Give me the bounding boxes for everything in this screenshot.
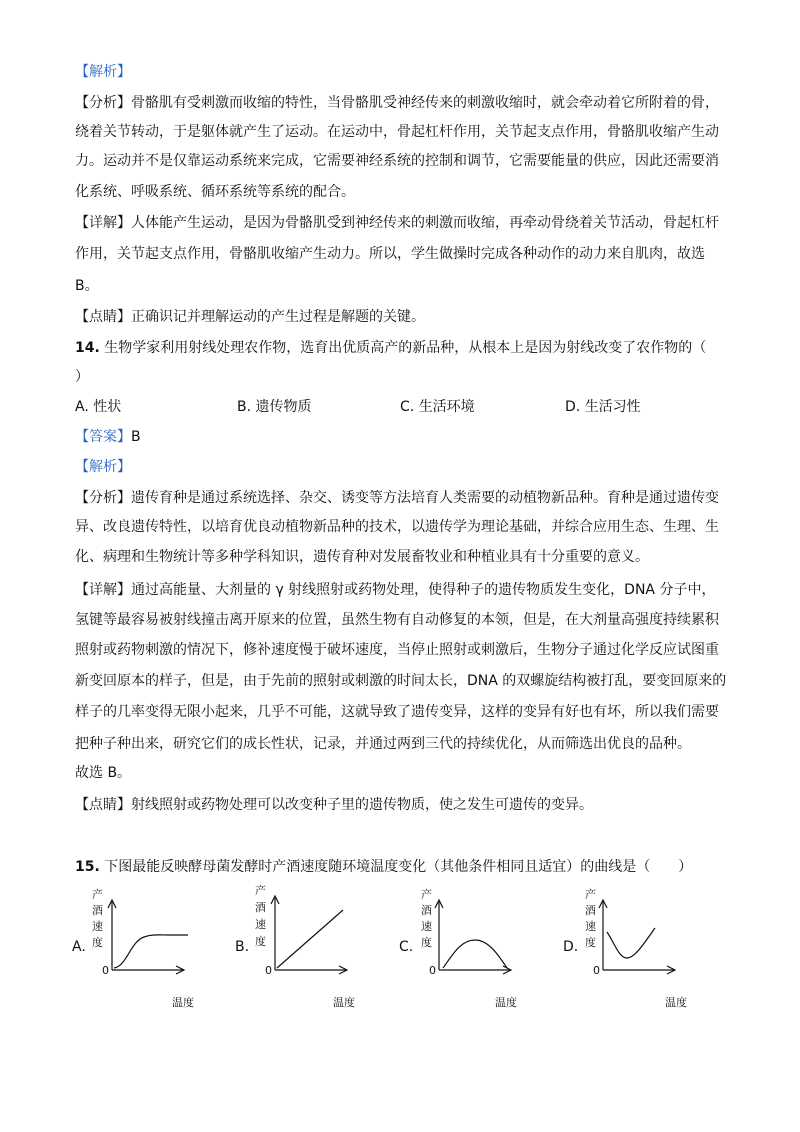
ylabel-char: 度 [255,935,266,948]
q13-xiangjie-line: 作用，关节起支点作用，骨骼肌收缩产生动力。所以，学生做操时完成各种动作的动力来自肌肉，故选 [75,246,705,262]
ylabel-char: 产 [92,888,103,901]
answer-tag: 【答案】 [75,429,131,445]
q13-analysis-heading [75,62,735,82]
graph-b-svg [235,884,365,1024]
option-a-graph[interactable] [72,884,202,1024]
q14-fenxi-line: 化、病理和生物统计等多种学科知识，遗传育种对发展畜牧业和种植业具有十分重要的意义。 [75,549,649,565]
graph-d-svg [563,884,693,1024]
q13-fenxi-line: 化系统、呼吸系统、循环系统等系统的配合。 [75,184,355,200]
origin-label: 0 [265,964,272,977]
xlabel: 温度 [172,996,194,1009]
origin-label: 0 [593,964,600,977]
option-b-graph[interactable] [235,884,365,1024]
ylabel-char: 酒 [255,901,266,914]
option-b-letter: B. [235,939,250,955]
curve-linear [277,910,343,968]
q13-fenxi-line: 绕着关节转动，于是躯体就产生了运动。在运动中，骨起杠杆作用，关节起支点作用，骨骼肌收缩产生动 [75,124,719,140]
q14-stem-close: ） [75,369,89,385]
xlabel: 温度 [495,996,517,1009]
option-d-graph[interactable] [563,884,693,1024]
option-d[interactable]: D. 生活习性 [565,399,641,415]
q14-xiangjie-line: 把种子种出来，研究它们的成长性状，记录，并通过两到三代的持续优化，从而筛选出优良的品种。 [75,736,691,752]
origin-label: 0 [429,964,436,977]
q14-xiangjie-line: 样子的几率变得无限小起来，几乎不可能，这就导致了遗传变异，这样的变异有好也有坏，所以我们需要 [75,704,719,720]
q14-answer-line [75,427,735,447]
q14-fenxi-line: 【分析】遗传育种是通过系统选择、杂交、诱变等方法培育人类需要的动植物新品种。育种是通过遗传变 [75,490,719,506]
curve-sigmoid [114,935,188,968]
ylabel-char: 速 [421,920,432,933]
question-number: 14. [75,340,100,356]
q13-fenxi-line: 力。运动并不是仅靠运动系统来完成，它需要神经系统的控制和调节，它需要能量的供应，因此还需要消 [75,153,719,169]
q13-dianjing-line: 【点睛】正确识记并理解运动的产生过程是解题的关键。 [75,309,425,325]
curve-valley [607,928,655,958]
xlabel: 温度 [333,996,355,1009]
fenxi-tag: 【分析】 [75,95,131,111]
ylabel-char: 酒 [585,904,596,917]
q14-xiangjie-line: 【详解】通过高能量、大剂量的 γ 射线照射或药物处理，使得种子的遗传物质发生变化，DNA 分子中， [75,582,716,598]
ylabel-char: 产 [255,884,266,897]
question-number: 15. [75,859,100,875]
ylabel-char: 酒 [421,904,432,917]
ylabel-char: 度 [92,936,103,949]
q13-xiangjie-line: 【详解】人体能产生运动，是因为骨骼肌受到神经传来的刺激而收缩，再牵动骨绕着关节活动，骨起杠杆 [75,215,719,231]
fenxi-tag: 【分析】 [75,490,131,506]
ylabel-char: 产 [421,888,432,901]
q13-fenxi-line: 【分析】骨骼肌有受刺激而收缩的特性，当骨骼肌受神经传来的刺激收缩时，就会牵动着它所附着的骨， [75,95,719,111]
xiangjie-tag: 【详解】 [75,215,131,231]
ylabel-char: 速 [585,920,596,933]
q14-analysis-heading [75,457,735,477]
ylabel-char: 酒 [92,904,103,917]
option-c[interactable]: C. 生活环境 [400,399,475,415]
q14-xiangjie-line: 氢键等最容易被射线撞击离开原来的位置，虽然生物有自动修复的本领，但是，在大剂量高强度持续累积 [75,612,719,628]
xiangjie-tag: 【详解】 [75,582,131,598]
graph-c-svg [399,884,529,1024]
q15-stem: 15. 下图最能反映酵母菌发酵时产酒速度随环境温度变化（其他条件相同且适宜）的曲线是（ ） [75,859,693,875]
answer-value: B [131,429,141,445]
option-d-letter: D. [563,939,579,955]
jiexi-tag: 【解析】 [75,64,131,80]
jiexi-tag: 【解析】 [75,459,131,475]
xlabel: 温度 [665,996,687,1009]
q14-xiangjie-line: 照射或药物刺激的情况下，修补速度慢于破坏速度，当停止照射或刺激后，生物分子通过化学反应试图重 [75,642,719,658]
dianjing-tag: 【点睛】 [75,309,131,325]
ylabel-char: 速 [255,918,266,931]
ylabel-char: 度 [421,936,432,949]
ylabel-char: 度 [585,936,596,949]
option-c-graph[interactable] [399,884,529,1024]
dianjing-tag: 【点睛】 [75,797,131,813]
q14-xiangjie-line: 故选 B。 [75,765,132,781]
origin-label: 0 [102,964,109,977]
ylabel-char: 产 [585,888,596,901]
q14-stem: 14. 生物学家利用射线处理农作物，选育出优质高产的新品种，从根本上是因为射线改变了农作物的（ [75,340,707,356]
option-b[interactable]: B. 遗传物质 [237,399,312,415]
option-a-letter: A. [72,939,86,955]
option-a[interactable]: A. 性状 [75,399,122,415]
curve-hump [443,940,507,968]
q14-fenxi-line: 异、改良遗传特性，以培育优良动植物新品种的技术，以遗传学为理论基础，并综合应用生态、生理、生 [75,519,719,535]
graph-a-svg [72,884,202,1024]
q14-dianjing-line: 【点睛】射线照射或药物处理可以改变种子里的遗传物质，使之发生可遗传的变异。 [75,797,593,813]
ylabel-char: 速 [92,920,103,933]
q13-xiangjie-line: B。 [75,278,99,294]
option-c-letter: C. [399,939,414,955]
q14-xiangjie-line: 新变回原本的样子，但是，由于先前的照射或刺激的时间太长，DNA 的双螺旋结构被打乱，要变回原来的 [75,673,727,689]
